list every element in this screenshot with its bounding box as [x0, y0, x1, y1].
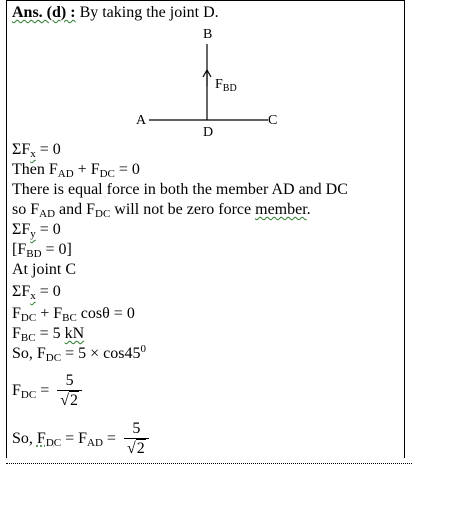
- node-a-label: A: [136, 113, 147, 128]
- sqrt-icon: √: [60, 391, 69, 409]
- statement-not-zero: so $F_{AD}$ and $F_{DC}$ will not be zero force member.: [12, 201, 311, 220]
- node-c-label: C: [268, 113, 278, 128]
- eq-fdc-fbc-cos: $F_{DC} + F_{BC}$ cosθ = 0: [12, 305, 135, 324]
- fraction-5-root2-final: $\frac{5}{√2}$: [124, 420, 149, 459]
- heading-joint-c: At joint C: [12, 261, 77, 278]
- answer-label: Ans. (d) :: [12, 4, 76, 21]
- joint-d-diagram: [0, 0, 466, 150]
- box-bottom-border: [6, 463, 412, 464]
- eq-fbd-zero: $[F_{BD} = 0]$: [12, 241, 72, 260]
- eq-sum-fx-c: $\Sigma F_x = 0$: [12, 283, 61, 302]
- eq-fbc-value: $F_{BC} = 5$ kN: [12, 325, 85, 344]
- node-b-label: B: [203, 27, 213, 42]
- statement-equal-force: There is equal force in both the member AD and DC: [12, 181, 348, 198]
- intro-text: By taking the joint D.: [79, 4, 219, 21]
- eq-fdc-fad-result: So, $F_{DC} = F_{AD}$ = $\frac{5}{√2}$: [12, 418, 149, 460]
- sqrt-icon: √: [126, 439, 136, 457]
- eq-sum-fx-d: $\Sigma F_x = 0$: [12, 141, 61, 160]
- eq-fad-fdc: Then $F_{AD} + F_{DC} = 0$: [12, 161, 140, 180]
- eq-fdc-fraction: $F_{DC}$ = $\frac{5}{√2}$: [12, 370, 82, 412]
- force-fbd-label: $F_{BD}$: [215, 77, 237, 94]
- fraction-5-root2: $\frac{5}{√2}$: [57, 372, 82, 411]
- eq-fdc-cos45: So, $F_{DC} = 5 \times \cos 45^0$: [12, 343, 146, 364]
- node-d-label: D: [203, 125, 214, 140]
- eq-sum-fy: $\Sigma F_y = 0$: [12, 221, 61, 240]
